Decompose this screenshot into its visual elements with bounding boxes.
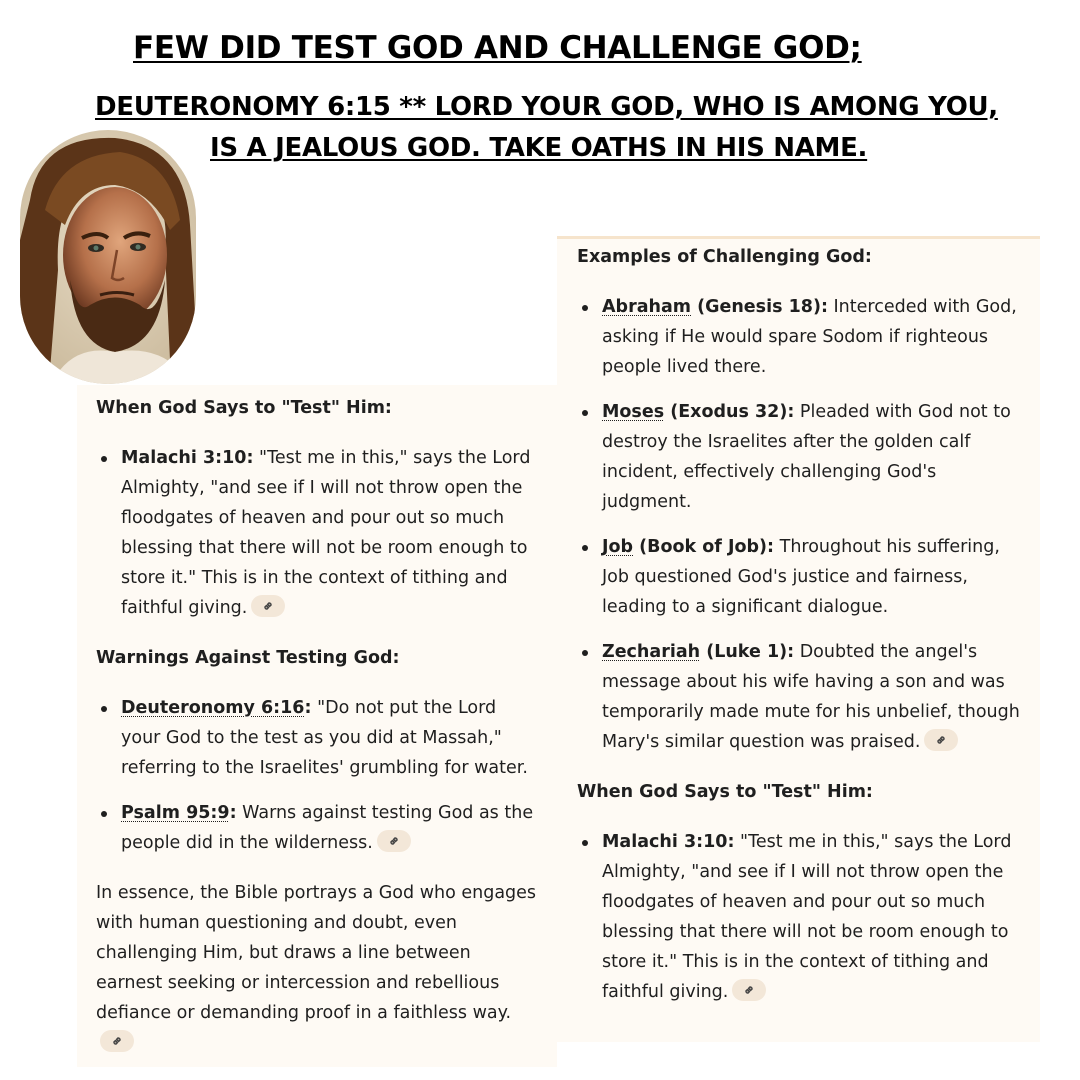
link-icon: [935, 734, 947, 746]
source-link-button[interactable]: [377, 830, 411, 852]
item-text: Interceded with God, asking if He would spare Sodom if righteous people lived there.: [602, 297, 1017, 377]
source-link-button[interactable]: [251, 595, 285, 617]
reference-link[interactable]: Abraham: [602, 297, 692, 317]
link-icon: [262, 600, 274, 612]
reference-label: Malachi 3:10:: [121, 448, 254, 468]
reference-link[interactable]: Deuteronomy 6:16: [121, 698, 305, 718]
source-link-button[interactable]: [924, 729, 958, 751]
reference-tail: (Book of Job):: [633, 537, 775, 557]
item-text: "Test me in this," says the Lord Almighty, "and see if I will not throw open the floodgates of heaven and pour out so much blessing that there will not be room enough to store it." This is in the context of tithing and faithful giving.: [602, 832, 1012, 1002]
page-subtitle-line-2: IS A JEALOUS GOD. TAKE OATHS IN HIS NAME.: [210, 133, 868, 163]
reference-tail: (Exodus 32):: [664, 402, 795, 422]
summary-text: In essence, the Bible portrays a God who engages with human questioning and doubt, even challenging Him, but draws a line between earnest seeking or intercession and rebellious defiance or demanding proof in a faithless way.: [96, 883, 537, 1023]
left-answer-panel: [77, 385, 557, 1067]
summary-paragraph: [96, 878, 539, 1058]
reference-tail: :: [304, 698, 312, 718]
section-title-test-him: When God Says to "Test" Him:: [577, 782, 873, 802]
list-item-malachi: [577, 827, 1024, 1007]
right-answer-panel: [557, 236, 1040, 1042]
reference-tail: :: [229, 803, 237, 823]
list-item-psalm: [96, 798, 539, 858]
list-item-abraham: [577, 292, 1024, 382]
item-text: "Test me in this," says the Lord Almighty, "and see if I will not throw open the floodgates of heaven and pour out so much blessing that there will not be room enough to store it." This is in the context of tithing and faithful giving.: [121, 448, 531, 618]
item-text: Throughout his suffering, Job questioned God's justice and fairness, leading to a significant dialogue.: [602, 537, 1000, 617]
list-item-job: [577, 532, 1024, 622]
item-text: "Do not put the Lord your God to the test as you did at Massah," referring to the Israelites' grumbling for water.: [121, 698, 528, 778]
reference-tail: (Genesis 18):: [691, 297, 828, 317]
reference-link[interactable]: Psalm 95:9: [121, 803, 230, 823]
reference-label: Malachi 3:10:: [602, 832, 735, 852]
reference-link[interactable]: Job: [602, 537, 634, 557]
reference-tail: (Luke 1):: [700, 642, 795, 662]
section-title-examples: Examples of Challenging God:: [577, 247, 872, 267]
link-icon: [743, 984, 755, 996]
list-item-malachi: [96, 443, 539, 623]
reference-link[interactable]: Moses: [602, 402, 665, 422]
portrait-image: [20, 130, 196, 384]
list-item-zechariah: [577, 637, 1024, 757]
item-text: Pleaded with God not to destroy the Israelites after the golden calf incident, effectively challenging God's judgment.: [602, 402, 1011, 512]
source-link-button[interactable]: [732, 979, 766, 1001]
item-text: Doubted the angel's message about his wife having a son and was temporarily made mute for his unbelief, though Mary's similar question was praised.: [602, 642, 1020, 752]
page-subtitle-line-1: DEUTERONOMY 6:15 ** LORD YOUR GOD, WHO IS AMONG YOU,: [95, 92, 998, 122]
section-title-warnings: Warnings Against Testing God:: [96, 648, 400, 668]
source-link-button[interactable]: [100, 1030, 134, 1052]
section-title-test-him: When God Says to "Test" Him:: [96, 398, 392, 418]
link-icon: [111, 1035, 123, 1047]
reference-link[interactable]: Zechariah: [602, 642, 701, 662]
list-item-moses: [577, 397, 1024, 517]
list-item-deuteronomy: [96, 693, 539, 783]
page-title: FEW DID TEST GOD AND CHALLENGE GOD;: [133, 30, 862, 66]
link-icon: [388, 835, 400, 847]
item-text: Warns against testing God as the people did in the wilderness.: [121, 803, 534, 853]
